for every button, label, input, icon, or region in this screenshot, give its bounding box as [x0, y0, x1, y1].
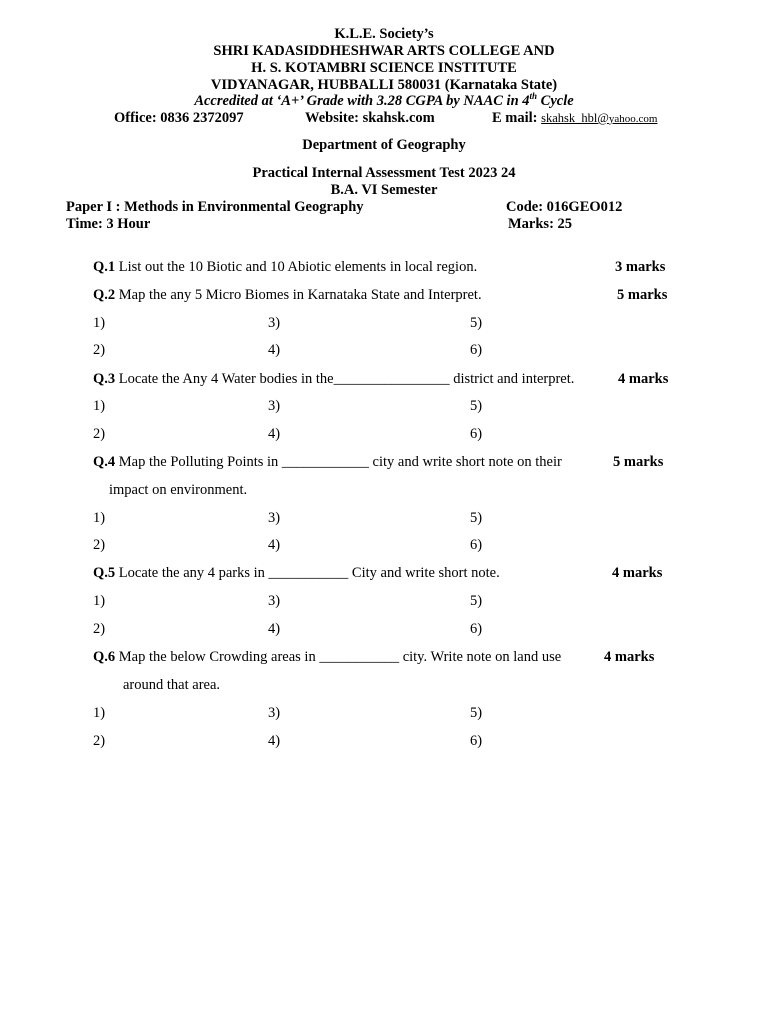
- question-5: [93, 565, 500, 582]
- answer-slot: 5): [470, 593, 483, 609]
- question-3: [93, 371, 574, 388]
- question-text-continued: around that area.: [123, 677, 221, 693]
- question-1: [93, 259, 477, 276]
- question-marks: 4 marks: [604, 649, 655, 665]
- answer-slot: 2): [93, 733, 106, 749]
- answer-slot: 6): [470, 426, 483, 442]
- society-name: K.L.E. Society’s: [334, 26, 434, 42]
- question-number: Q.1: [93, 259, 116, 275]
- question-text: Locate the any 4 parks in ___________ City and write short note.: [115, 565, 500, 581]
- answer-slot: 5): [470, 315, 483, 331]
- office-phone: Office: 0836 2372097: [114, 110, 244, 126]
- question-number: Q.3: [93, 371, 116, 387]
- college-name-line2: H. S. KOTAMBRI SCIENCE INSTITUTE: [251, 60, 517, 76]
- department-title: Department of Geography: [302, 137, 466, 153]
- answer-slot: 3): [268, 398, 281, 414]
- accreditation-superscript: th: [529, 91, 538, 102]
- paper-code: Code: 016GEO012: [506, 199, 623, 215]
- question-6: [93, 649, 561, 666]
- question-number: Q.4: [93, 454, 116, 470]
- question-text: Map the any 5 Micro Biomes in Karnataka State and Interpret.: [115, 287, 482, 303]
- answer-slot: 2): [93, 342, 106, 358]
- answer-slot: 1): [93, 315, 106, 331]
- answer-slot: 1): [93, 705, 106, 721]
- answer-slot: 6): [470, 537, 483, 553]
- question-marks: 4 marks: [618, 371, 669, 387]
- question-text: List out the 10 Biotic and 10 Abiotic elements in local region.: [115, 259, 478, 275]
- accreditation-line: [0, 93, 768, 110]
- college-address: VIDYANAGAR, HUBBALLI 580031 (Karnataka State): [210, 77, 558, 93]
- accreditation-cycle: Cycle: [537, 93, 574, 109]
- test-title: Practical Internal Assessment Test 2023 24: [252, 165, 516, 181]
- answer-slot: 4): [268, 537, 281, 553]
- answer-slot: 3): [268, 705, 281, 721]
- question-number: Q.2: [93, 287, 116, 303]
- answer-slot: 3): [268, 510, 281, 526]
- answer-slot: 1): [93, 593, 106, 609]
- website: Website: skahsk.com: [305, 110, 435, 126]
- answer-slot: 4): [268, 621, 281, 637]
- question-text: Map the Polluting Points in ____________ city and write short note on their: [115, 454, 562, 470]
- answer-slot: 1): [93, 398, 106, 414]
- answer-slot: 4): [268, 426, 281, 442]
- answer-slot: 5): [470, 705, 483, 721]
- answer-slot: 4): [268, 342, 281, 358]
- answer-slot: 6): [470, 733, 483, 749]
- answer-slot: 2): [93, 537, 106, 553]
- answer-slot: 3): [268, 593, 281, 609]
- answer-slot: 5): [470, 510, 483, 526]
- question-number: Q.5: [93, 565, 116, 581]
- email-block: [492, 110, 657, 128]
- answer-slot: 6): [470, 342, 483, 358]
- email-link[interactable]: [541, 111, 657, 125]
- time-allowed: Time: 3 Hour: [66, 216, 151, 232]
- answer-slot: 1): [93, 510, 106, 526]
- answer-slot: 3): [268, 315, 281, 331]
- paper-title: Paper I : Methods in Environmental Geography: [66, 199, 364, 215]
- answer-slot: 6): [470, 621, 483, 637]
- semester: B.A. VI Semester: [330, 182, 438, 198]
- college-name-line1: SHRI KADASIDDHESHWAR ARTS COLLEGE AND: [213, 43, 555, 59]
- question-text: Locate the Any 4 Water bodies in the________________ district and interpret.: [115, 371, 575, 387]
- accreditation-text: Accredited at ‘A+’ Grade with 3.28 CGPA by NAAC in 4: [194, 93, 530, 109]
- question-text-continued: impact on environment.: [109, 482, 248, 498]
- question-text: Map the below Crowding areas in ___________ city. Write note on land use: [115, 649, 562, 665]
- email-user: skahsk_hbl@: [541, 111, 609, 125]
- question-marks: 5 marks: [617, 287, 668, 303]
- answer-slot: 2): [93, 621, 106, 637]
- email-label: E mail:: [492, 110, 538, 126]
- answer-slot: 2): [93, 426, 106, 442]
- answer-slot: 4): [268, 733, 281, 749]
- question-marks: 5 marks: [613, 454, 664, 470]
- email-domain: yahoo.com: [608, 113, 658, 125]
- question-marks: 3 marks: [615, 259, 666, 275]
- total-marks: Marks: 25: [508, 216, 573, 232]
- question-marks: 4 marks: [612, 565, 663, 581]
- question-number: Q.6: [93, 649, 116, 665]
- question-4: [93, 454, 562, 471]
- answer-slot: 5): [470, 398, 483, 414]
- question-2: [93, 287, 482, 304]
